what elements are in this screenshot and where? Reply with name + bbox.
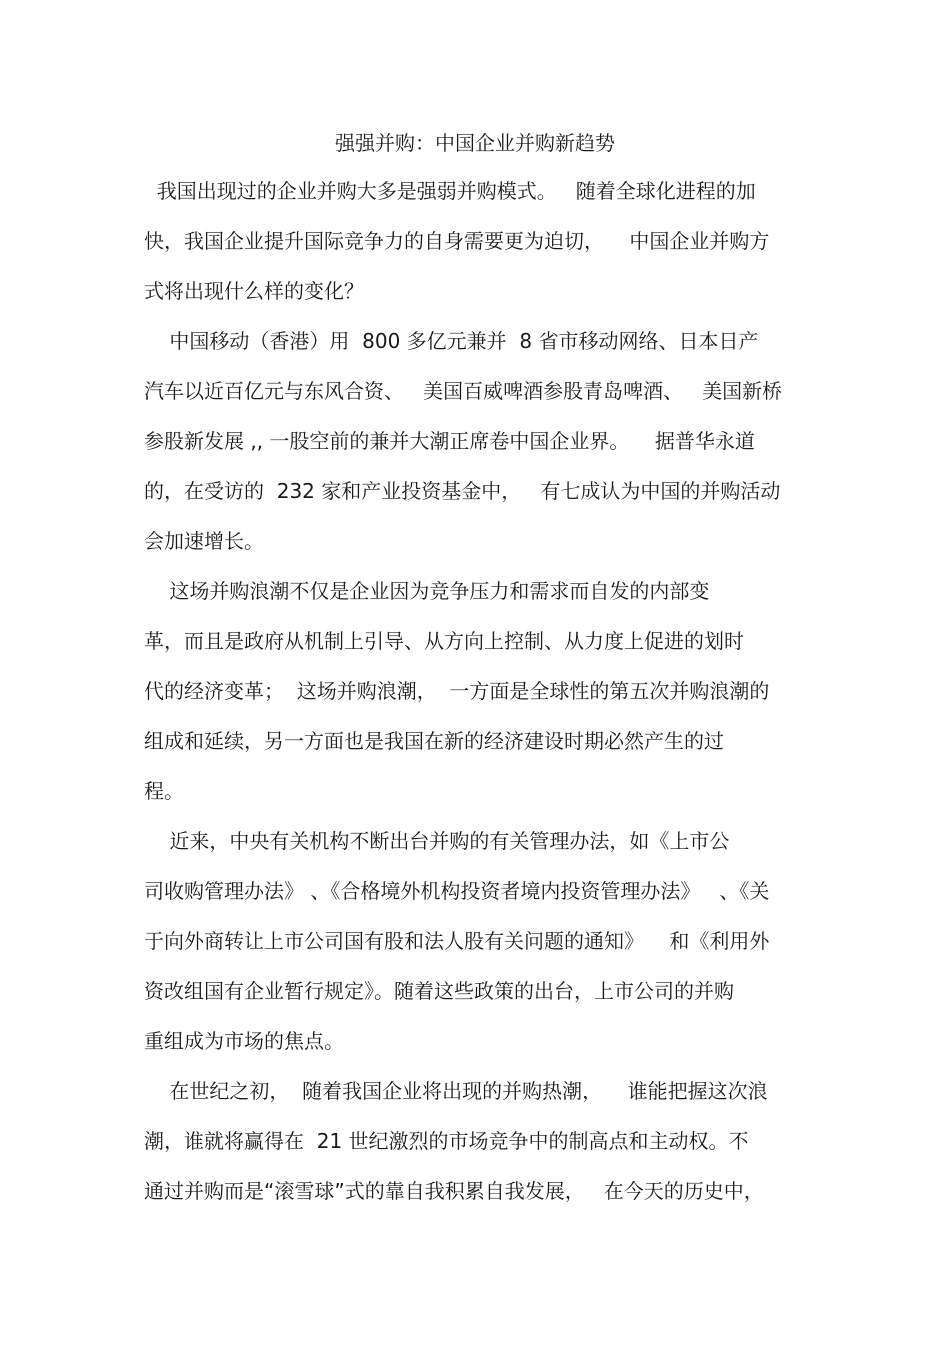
text-line: 潮，谁就将赢得在 21 世纪激烈的市场竞争中的制高点和主动权。不 [144, 1129, 749, 1153]
text-line: 快，我国企业提升国际竞争力的自身需要更为迫切， 中国企业并购方 [144, 229, 770, 253]
text-line: 于向外商转让上市公司国有股和法人股有关问题的通知》 和《利用外 [144, 929, 770, 953]
text-line: 汽车以近百亿元与东风合资、 美国百威啤酒参股青岛啤酒、 美国新桥 [144, 379, 783, 403]
text-line: 革，而且是政府从机制上引导、从方向上控制、从力度上促进的划时 [144, 629, 744, 653]
text-line: 代的经济变革； 这场并购浪潮， 一方面是全球性的第五次并购浪潮的 [144, 679, 770, 703]
text-line: 近来，中央有关机构不断出台并购的有关管理办法，如《上市公 [144, 829, 730, 853]
text-line: 会加速增长。 [144, 529, 264, 553]
text-line: 我国出现过的企业并购大多是强弱并购模式。 随着全球化进程的加 [144, 179, 756, 203]
text-line: 司收购管理办法》 、《合格境外机构投资者境内投资管理办法》 、《关 [144, 879, 770, 903]
text-line: 这场并购浪潮不仅是企业因为竞争压力和需求而自发的内部变 [144, 579, 710, 603]
text-line: 在世纪之初， 随着我国企业将出现的并购热潮， 谁能把握这次浪 [144, 1079, 768, 1103]
text-line: 资改组国有企业暂行规定》。随着这些政策的出台，上市公司的并购 [144, 979, 734, 1003]
text-line: 中国移动（香港）用 800 多亿元兼并 8 省市移动网络、日本日产 [144, 329, 759, 353]
text-line: 程。 [144, 779, 184, 803]
text-line: 参股新发展 ,, 一股空前的兼并大潮正席卷中国企业界。 据普华永道 [144, 429, 755, 453]
text-line: 式将出现什么样的变化？ [144, 279, 364, 303]
text-line: 的，在受访的 232 家和产业投资基金中， 有七成认为中国的并购活动 [144, 479, 781, 503]
text-line: 重组成为市场的焦点。 [144, 1029, 344, 1053]
text-line: 组成和延续，另一方面也是我国在新的经济建设时期必然产生的过 [144, 729, 724, 753]
text-line: 通过并购而是“滚雪球”式的靠自我积累自我发展， 在今天的历史中， [144, 1179, 764, 1203]
document-title: 强强并购：中国企业并购新趋势 [335, 131, 615, 155]
